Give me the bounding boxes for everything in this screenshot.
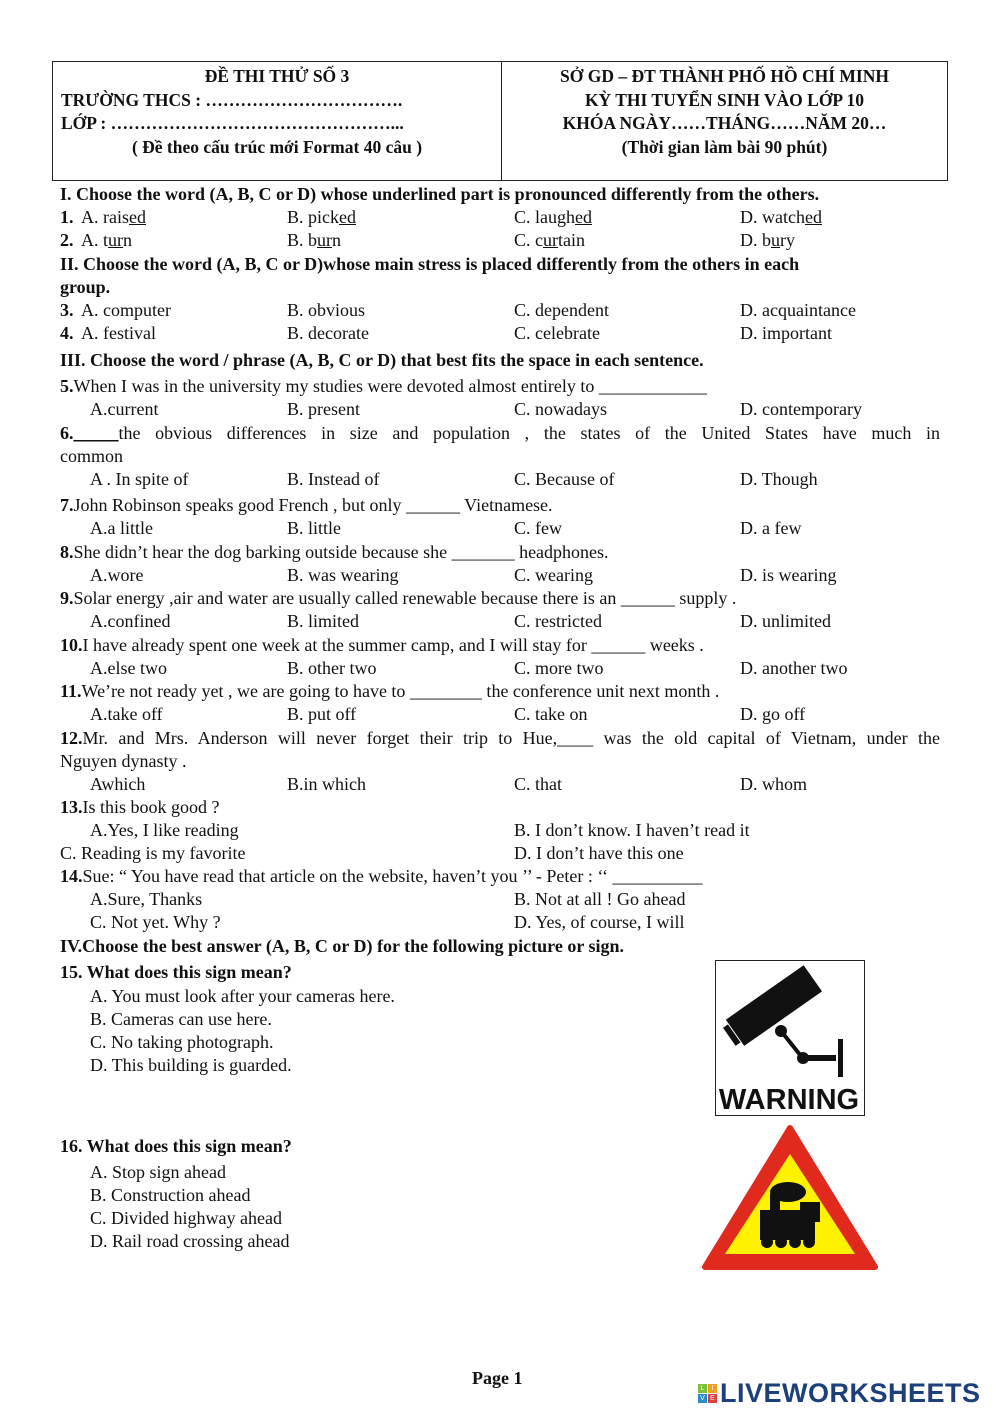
option-d[interactable]: D. important	[740, 323, 832, 343]
option-d[interactable]: D. acquaintance	[740, 300, 856, 320]
section-1-title: I. Choose the word (A, B, C or D) whose underlined part is pronounced differently from the others.	[60, 184, 820, 204]
option-d[interactable]: D. I don’t have this one	[514, 843, 684, 863]
option-b[interactable]: B. Cameras can use here.	[90, 1009, 272, 1029]
school-field: TRƯỜNG THCS : …………………………….	[61, 89, 403, 110]
option-c[interactable]: C. No taking photograph.	[90, 1032, 274, 1052]
underlined-part: ed	[129, 207, 146, 227]
header-right	[502, 62, 947, 180]
question-number-row	[60, 322, 74, 345]
question-text: Is this book good ?	[82, 797, 220, 817]
option-b[interactable]: B. Construction ahead	[90, 1185, 251, 1205]
q-number: 4.	[60, 323, 74, 343]
option-a[interactable]: A.wore	[90, 565, 144, 585]
q-number: 12.	[60, 728, 83, 748]
q-number: 10.	[60, 635, 83, 655]
option-b[interactable]: B.in which	[287, 774, 366, 794]
option-d[interactable]: D. This building is guarded.	[90, 1055, 292, 1075]
option-a[interactable]: A . In spite of	[90, 469, 189, 489]
question-text: When I was in the university my studies were devoted almost entirely to ____________	[73, 376, 707, 396]
option-c[interactable]: C. few	[514, 518, 562, 538]
option-d[interactable]: D. Rail road crossing ahead	[90, 1231, 290, 1251]
option-c[interactable]	[514, 206, 592, 229]
underlined-part: ur	[108, 230, 123, 250]
question-text: Solar energy ,air and water are usually called renewable because there is an ______ supply .	[73, 588, 737, 608]
option-d[interactable]: D. Yes, of course, I will	[514, 912, 685, 932]
option-text: C. laugh	[514, 207, 575, 227]
option-b[interactable]: B. limited	[287, 611, 359, 631]
option-a[interactable]: A.Yes, I like reading	[90, 820, 239, 840]
page-number: Page 1	[472, 1368, 523, 1388]
question-text: We’re not ready yet , we are going to have to ________ the conference unit next month .	[81, 681, 720, 701]
option-c[interactable]	[514, 229, 585, 252]
option-b[interactable]: B. Not at all ! Go ahead	[514, 889, 686, 909]
question-text-cont: Nguyen dynasty .	[60, 751, 187, 771]
section-3-title: III. Choose the word / phrase (A, B, C or D) that best fits the space in each sentence.	[60, 350, 704, 370]
q-number: 9.	[60, 588, 74, 608]
option-d[interactable]	[740, 206, 822, 229]
option-b[interactable]: B. Instead of	[287, 469, 380, 489]
option-d[interactable]: D. contemporary	[740, 399, 862, 419]
q-number: 2.	[60, 230, 74, 250]
option-b[interactable]: B. I don’t know. I haven’t read it	[514, 820, 750, 840]
question-text: I have already spent one week at the summer camp, and I will stay for ______ weeks .	[82, 635, 704, 655]
question-stem	[60, 634, 704, 657]
option-text: ry	[780, 230, 795, 250]
option-b[interactable]	[287, 206, 356, 229]
option-text: n	[332, 230, 342, 250]
format-note: ( Đề theo cấu trúc mới Format 40 câu )	[131, 136, 423, 157]
option-a[interactable]	[81, 206, 146, 229]
option-a[interactable]: A. Stop sign ahead	[90, 1162, 226, 1182]
q-number: 1.	[60, 207, 74, 227]
option-text: D. b	[740, 230, 771, 250]
class-field: LỚP : …………………………………………...	[61, 113, 404, 133]
option-a[interactable]: A.confined	[90, 611, 171, 631]
option-c[interactable]: C. take on	[514, 704, 588, 724]
question-stem	[60, 865, 703, 888]
option-text: tain	[558, 230, 585, 250]
option-a[interactable]: A.current	[90, 399, 159, 419]
option-text: A. rais	[81, 207, 129, 227]
exam-name: KỲ THI TUYỂN SINH VÀO LỚP 10	[584, 89, 865, 110]
q-number: 8.	[60, 542, 74, 562]
option-c[interactable]: C. Because of	[514, 469, 615, 489]
question-text: Mr. and Mrs. Anderson will never forget their trip to Hue,____ was the old capital of Vietnam, under the	[82, 728, 940, 748]
option-b[interactable]: B. little	[287, 518, 341, 538]
option-a[interactable]: A.a little	[90, 518, 153, 538]
option-a[interactable]: Awhich	[90, 774, 146, 794]
q-number: 5.	[60, 376, 74, 396]
question-2	[60, 229, 74, 252]
underlined-part: ed	[575, 207, 592, 227]
underlined-part: u	[771, 230, 780, 250]
logo-square: E	[708, 1394, 717, 1403]
logo-square: I	[708, 1384, 717, 1393]
q-number: 6.	[60, 423, 74, 443]
question-stem	[60, 796, 220, 819]
question-stem	[60, 375, 707, 398]
logo-square: V	[698, 1394, 707, 1403]
department: SỞ GD – ĐT THÀNH PHỐ HỒ CHÍ MINH	[560, 66, 889, 86]
question-1	[60, 206, 74, 229]
q-number: 13.	[60, 797, 83, 817]
logo-squares	[698, 1384, 717, 1403]
q-number: 14.	[60, 866, 83, 886]
section-2-title-cont: group.	[60, 277, 111, 297]
option-a[interactable]: A. computer	[81, 300, 171, 320]
q-number: 7.	[60, 495, 74, 515]
option-a[interactable]: A. festival	[81, 323, 156, 343]
option-text: A. t	[81, 230, 108, 250]
train-icon	[700, 1122, 880, 1272]
option-b[interactable]: B. was wearing	[287, 565, 399, 585]
q-number: 3.	[60, 300, 74, 320]
section-4-title: IV.Choose the best answer (A, B, C or D) for the following picture or sign.	[60, 936, 625, 956]
question-text: John Robinson speaks good French , but only ______ Vietnamese.	[73, 495, 553, 515]
option-b[interactable]: B. put off	[287, 704, 357, 724]
option-a[interactable]	[81, 229, 132, 252]
option-d[interactable]: D. is wearing	[740, 565, 837, 585]
option-b[interactable]: B. decorate	[287, 323, 369, 343]
brand-name: LIVEWORKSHEETS	[720, 1378, 981, 1408]
option-b[interactable]	[287, 229, 341, 252]
underlined-part: ur	[317, 230, 333, 250]
option-c[interactable]: C. restricted	[514, 611, 602, 631]
exam-date: KHÓA NGÀY……THÁNG……NĂM 20…	[562, 113, 887, 133]
option-c[interactable]: C. Divided highway ahead	[90, 1208, 282, 1228]
option-d[interactable]	[740, 229, 795, 252]
option-d[interactable]: D. a few	[740, 518, 802, 538]
option-c[interactable]: C. more two	[514, 658, 604, 678]
option-d[interactable]: D. go off	[740, 704, 806, 724]
question-stem	[60, 422, 940, 445]
cctv-camera-icon	[716, 961, 863, 1114]
sign-warning-text: WARNING	[718, 1084, 860, 1114]
question-number-row	[60, 299, 74, 322]
option-b[interactable]: B. present	[287, 399, 360, 419]
question-text: the obvious differences in size and population , the states of the United States have much in	[118, 423, 940, 443]
question-16-stem: 16. What does this sign mean?	[60, 1136, 292, 1156]
q-number: 11.	[60, 681, 82, 701]
option-d[interactable]: D. another two	[740, 658, 848, 678]
option-a[interactable]: A.else two	[90, 658, 167, 678]
question-stem	[60, 727, 940, 750]
cctv-warning-sign	[715, 960, 865, 1116]
option-text: n	[123, 230, 132, 250]
question-stem	[60, 680, 719, 703]
option-text: D. watch	[740, 207, 805, 227]
question-stem	[60, 541, 609, 564]
option-d[interactable]: D. whom	[740, 774, 807, 794]
underlined-part: ur	[543, 230, 558, 250]
option-a[interactable]: A.Sure, Thanks	[90, 889, 203, 909]
option-c[interactable]: C. wearing	[514, 565, 593, 585]
option-a[interactable]: A.take off	[90, 704, 163, 724]
question-15-stem: 15. What does this sign mean?	[60, 962, 292, 982]
question-text: Sue: “ You have read that article on the website, haven’t you ’’ - Peter : ‘‘ __________	[82, 866, 703, 886]
question-text-cont: common	[60, 446, 123, 466]
question-stem	[60, 494, 553, 517]
option-c[interactable]: C. Reading is my favorite	[60, 843, 246, 863]
option-b[interactable]: B. other two	[287, 658, 377, 678]
section-2-title: II. Choose the word (A, B, C or D)whose main stress is placed differently from the others in each	[60, 254, 800, 274]
option-c[interactable]: C. celebrate	[514, 323, 600, 343]
answer-blank[interactable]: _____	[73, 423, 119, 443]
question-text: She didn’t hear the dog barking outside because she _______ headphones.	[73, 542, 609, 562]
option-c[interactable]: C. dependent	[514, 300, 609, 320]
option-d[interactable]: D. Though	[740, 469, 818, 489]
option-d[interactable]: D. unlimited	[740, 611, 831, 631]
option-c[interactable]: C. nowadays	[514, 399, 607, 419]
option-text: B. b	[287, 230, 318, 250]
underlined-part: ed	[339, 207, 356, 227]
underlined-part: ed	[804, 207, 822, 227]
liveworksheets-logo	[698, 1378, 981, 1409]
question-stem	[60, 587, 736, 610]
exam-duration: (Thời gian làm bài 90 phút)	[621, 136, 828, 157]
option-c[interactable]: C. that	[514, 774, 562, 794]
exam-header	[52, 61, 948, 181]
option-text: C. c	[514, 230, 543, 250]
header-left	[53, 62, 502, 180]
logo-square: L	[698, 1384, 707, 1393]
exam-title: ĐỀ THI THỬ SỐ 3	[204, 66, 350, 86]
option-text: B. pick	[287, 207, 339, 227]
option-b[interactable]: B. obvious	[287, 300, 366, 320]
option-c[interactable]: C. Not yet. Why ?	[90, 912, 221, 932]
option-a[interactable]: A. You must look after your cameras here.	[90, 986, 395, 1006]
railroad-crossing-sign	[700, 1122, 880, 1277]
